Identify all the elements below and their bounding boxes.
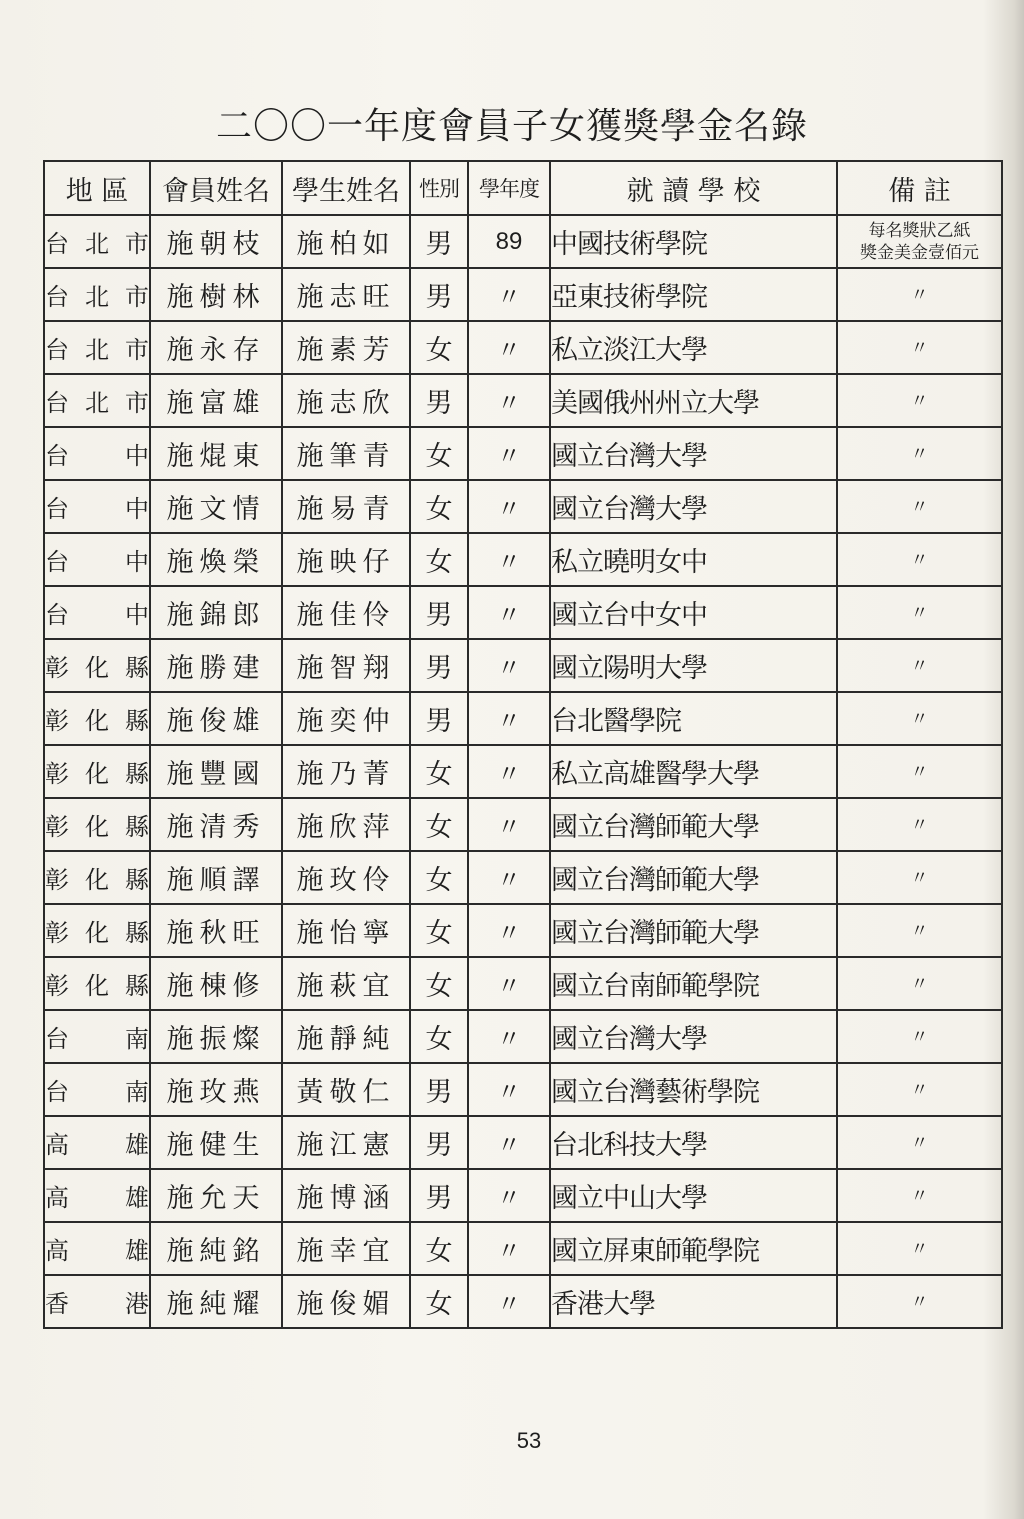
student-name-cell: 施映仔: [282, 533, 410, 586]
member-name-cell: 施富雄: [150, 374, 282, 427]
table-row: [44, 427, 1002, 480]
school-year-cell: 〃: [468, 321, 550, 374]
student-name-cell: 黃敬仁: [282, 1063, 410, 1116]
school-year-cell: 〃: [468, 1275, 550, 1328]
school-cell: 中國技術學院: [550, 215, 837, 268]
gender-cell: 女: [410, 1222, 468, 1275]
table-row: [44, 798, 1002, 851]
table-row: [44, 1169, 1002, 1222]
region-text: 彰化縣: [45, 654, 149, 682]
student-name-cell: 施智翔: [282, 639, 410, 692]
gender-cell: 女: [410, 533, 468, 586]
remark-cell: 〃: [837, 957, 1002, 1010]
remark-cell: 〃: [837, 1010, 1002, 1063]
gender-cell: 女: [410, 957, 468, 1010]
school-year-cell: 〃: [468, 957, 550, 1010]
school-year-cell: 〃: [468, 1010, 550, 1063]
header-region: 地 區: [44, 161, 150, 215]
remark-cell: [837, 215, 1002, 268]
gender-cell: 女: [410, 745, 468, 798]
gender-cell: 男: [410, 1169, 468, 1222]
school-cell: 國立台灣藝術學院: [550, 1063, 837, 1116]
header-member-name: 會員姓名: [150, 161, 282, 215]
school-cell: 私立高雄醫學大學: [550, 745, 837, 798]
student-name-cell: 施玫伶: [282, 851, 410, 904]
region-text: 彰化縣: [45, 760, 149, 788]
school-year-cell: 〃: [468, 745, 550, 798]
member-name-cell: 施俊雄: [150, 692, 282, 745]
region-cell: [44, 268, 150, 321]
member-name-cell: 施焜東: [150, 427, 282, 480]
region-text: 台中: [45, 442, 149, 470]
school-cell: 台北科技大學: [550, 1116, 837, 1169]
school-year-cell: 〃: [468, 692, 550, 745]
school-cell: 私立曉明女中: [550, 533, 837, 586]
remark-cell: 〃: [837, 427, 1002, 480]
member-name-cell: 施豐國: [150, 745, 282, 798]
region-cell: [44, 957, 150, 1010]
gender-cell: 男: [410, 639, 468, 692]
student-name-cell: 施靜純: [282, 1010, 410, 1063]
student-name-cell: 施怡寧: [282, 904, 410, 957]
gender-cell: 男: [410, 586, 468, 639]
region-cell: [44, 692, 150, 745]
student-name-cell: 施志欣: [282, 374, 410, 427]
region-text: 高雄: [45, 1131, 149, 1159]
member-name-cell: 施秋旺: [150, 904, 282, 957]
region-text: 彰化縣: [45, 813, 149, 841]
region-cell: [44, 1010, 150, 1063]
region-text: 彰化縣: [45, 972, 149, 1000]
member-name-cell: 施允天: [150, 1169, 282, 1222]
school-year-cell: 〃: [468, 1063, 550, 1116]
gender-cell: 男: [410, 374, 468, 427]
school-year-cell: 〃: [468, 1169, 550, 1222]
school-cell: 國立台南師範學院: [550, 957, 837, 1010]
member-name-cell: 施純耀: [150, 1275, 282, 1328]
school-cell: 國立台灣師範大學: [550, 904, 837, 957]
region-text: 台北市: [45, 389, 149, 417]
page-title: 二〇〇一年度會員子女獲獎學金名錄: [215, 106, 808, 147]
school-year-cell: 〃: [468, 268, 550, 321]
student-name-cell: 施筆青: [282, 427, 410, 480]
school-year-cell: 〃: [468, 639, 550, 692]
school-cell: 國立陽明大學: [550, 639, 837, 692]
table-row: [44, 851, 1002, 904]
region-cell: [44, 639, 150, 692]
student-name-cell: 施萩宜: [282, 957, 410, 1010]
member-name-cell: 施振燦: [150, 1010, 282, 1063]
school-cell: 亞東技術學院: [550, 268, 837, 321]
school-cell: 國立中山大學: [550, 1169, 837, 1222]
region-cell: [44, 427, 150, 480]
header-school: 就 讀 學 校: [550, 161, 837, 215]
school-cell: 國立台灣師範大學: [550, 851, 837, 904]
gender-cell: 女: [410, 904, 468, 957]
member-name-cell: 施文情: [150, 480, 282, 533]
member-name-cell: 施健生: [150, 1116, 282, 1169]
table-row: [44, 586, 1002, 639]
remark-cell: 〃: [837, 692, 1002, 745]
school-year-cell: 89: [468, 215, 550, 268]
student-name-cell: 施幸宜: [282, 1222, 410, 1275]
gender-cell: 女: [410, 321, 468, 374]
member-name-cell: 施勝建: [150, 639, 282, 692]
remark-line-2: 獎金美金壹佰元: [860, 242, 979, 263]
region-text: 彰化縣: [45, 919, 149, 947]
remark-cell: 〃: [837, 1116, 1002, 1169]
page-number: 53: [516, 1428, 542, 1453]
table-row: [44, 692, 1002, 745]
region-cell: [44, 215, 150, 268]
table-body: [44, 215, 1002, 1328]
remark-cell: 〃: [837, 268, 1002, 321]
region-text: 台中: [45, 495, 149, 523]
school-cell: 香港大學: [550, 1275, 837, 1328]
region-text: 台南: [45, 1025, 149, 1053]
remark-cell: 〃: [837, 374, 1002, 427]
member-name-cell: 施煥榮: [150, 533, 282, 586]
table-row: [44, 1063, 1002, 1116]
region-cell: [44, 851, 150, 904]
school-year-cell: 〃: [468, 798, 550, 851]
header-gender: 性別: [410, 161, 468, 215]
region-text: 香港: [45, 1290, 149, 1318]
region-cell: [44, 321, 150, 374]
school-cell: 私立淡江大學: [550, 321, 837, 374]
table-row: [44, 904, 1002, 957]
gender-cell: 男: [410, 1063, 468, 1116]
remark-cell: 〃: [837, 798, 1002, 851]
school-cell: 台北醫學院: [550, 692, 837, 745]
region-cell: [44, 533, 150, 586]
student-name-cell: 施乃菁: [282, 745, 410, 798]
student-name-cell: 施易青: [282, 480, 410, 533]
table-row: [44, 639, 1002, 692]
school-year-cell: 〃: [468, 374, 550, 427]
region-cell: [44, 374, 150, 427]
region-text: 彰化縣: [45, 866, 149, 894]
table-row: [44, 480, 1002, 533]
remark-cell: 〃: [837, 1063, 1002, 1116]
remark-cell: 〃: [837, 1169, 1002, 1222]
school-year-cell: 〃: [468, 904, 550, 957]
region-text: 台中: [45, 548, 149, 576]
school-year-cell: 〃: [468, 1222, 550, 1275]
table-row: [44, 957, 1002, 1010]
school-year-cell: 〃: [468, 480, 550, 533]
table-row: [44, 1222, 1002, 1275]
member-name-cell: 施順譯: [150, 851, 282, 904]
member-name-cell: 施棟修: [150, 957, 282, 1010]
gender-cell: 女: [410, 798, 468, 851]
region-text: 高雄: [45, 1237, 149, 1265]
region-text: 台北市: [45, 336, 149, 364]
student-name-cell: 施柏如: [282, 215, 410, 268]
remark-cell: 〃: [837, 533, 1002, 586]
region-text: 台北市: [45, 230, 149, 258]
member-name-cell: 施玫燕: [150, 1063, 282, 1116]
school-cell: 國立台灣大學: [550, 1010, 837, 1063]
gender-cell: 男: [410, 692, 468, 745]
gender-cell: 女: [410, 1275, 468, 1328]
table-row: [44, 533, 1002, 586]
member-name-cell: 施錦郎: [150, 586, 282, 639]
school-cell: 國立屏東師範學院: [550, 1222, 837, 1275]
region-cell: [44, 480, 150, 533]
region-cell: [44, 745, 150, 798]
student-name-cell: 施俊媚: [282, 1275, 410, 1328]
region-cell: [44, 1222, 150, 1275]
remark-cell: 〃: [837, 851, 1002, 904]
student-name-cell: 施奕仲: [282, 692, 410, 745]
remark-cell: 〃: [837, 321, 1002, 374]
member-name-cell: 施清秀: [150, 798, 282, 851]
table-row: [44, 1275, 1002, 1328]
student-name-cell: 施博涵: [282, 1169, 410, 1222]
student-name-cell: 施素芳: [282, 321, 410, 374]
table-row: [44, 321, 1002, 374]
region-text: 台中: [45, 601, 149, 629]
school-cell: 國立台中女中: [550, 586, 837, 639]
gender-cell: 女: [410, 480, 468, 533]
region-text: 台北市: [45, 283, 149, 311]
remark-cell: 〃: [837, 1222, 1002, 1275]
remark-cell: 〃: [837, 586, 1002, 639]
school-cell: 美國俄州州立大學: [550, 374, 837, 427]
remark-cell: 〃: [837, 745, 1002, 798]
school-year-cell: 〃: [468, 851, 550, 904]
member-name-cell: 施永存: [150, 321, 282, 374]
school-cell: 國立台灣師範大學: [550, 798, 837, 851]
region-cell: [44, 586, 150, 639]
gender-cell: 女: [410, 851, 468, 904]
region-text: 高雄: [45, 1184, 149, 1212]
gender-cell: 女: [410, 427, 468, 480]
remark-cell: 〃: [837, 480, 1002, 533]
region-cell: [44, 1116, 150, 1169]
table-header-row: [44, 161, 1002, 215]
remark-cell: 〃: [837, 904, 1002, 957]
header-remark: 備 註: [837, 161, 1002, 215]
region-cell: [44, 1275, 150, 1328]
member-name-cell: 施純銘: [150, 1222, 282, 1275]
member-name-cell: 施樹林: [150, 268, 282, 321]
student-name-cell: 施佳伶: [282, 586, 410, 639]
gender-cell: 男: [410, 268, 468, 321]
region-text: 台南: [45, 1078, 149, 1106]
table-row: [44, 215, 1002, 268]
member-name-cell: 施朝枝: [150, 215, 282, 268]
school-cell: 國立台灣大學: [550, 427, 837, 480]
region-cell: [44, 904, 150, 957]
remark-cell: 〃: [837, 639, 1002, 692]
scholarship-table: [43, 160, 1003, 1329]
table-row: [44, 268, 1002, 321]
school-year-cell: 〃: [468, 427, 550, 480]
gender-cell: 女: [410, 1010, 468, 1063]
school-cell: 國立台灣大學: [550, 480, 837, 533]
school-year-cell: 〃: [468, 533, 550, 586]
table-row: [44, 1010, 1002, 1063]
region-cell: [44, 1063, 150, 1116]
remark-line-1: 每名獎狀乙紙: [868, 220, 971, 241]
header-student-name: 學生姓名: [282, 161, 410, 215]
student-name-cell: 施江憲: [282, 1116, 410, 1169]
header-school-year: 學年度: [468, 161, 550, 215]
table-row: [44, 745, 1002, 798]
gender-cell: 男: [410, 215, 468, 268]
gender-cell: 男: [410, 1116, 468, 1169]
region-cell: [44, 1169, 150, 1222]
region-text: 彰化縣: [45, 707, 149, 735]
student-name-cell: 施欣萍: [282, 798, 410, 851]
school-year-cell: 〃: [468, 586, 550, 639]
table-row: [44, 1116, 1002, 1169]
school-year-cell: 〃: [468, 1116, 550, 1169]
region-cell: [44, 798, 150, 851]
remark-cell: 〃: [837, 1275, 1002, 1328]
student-name-cell: 施志旺: [282, 268, 410, 321]
table-row: [44, 374, 1002, 427]
